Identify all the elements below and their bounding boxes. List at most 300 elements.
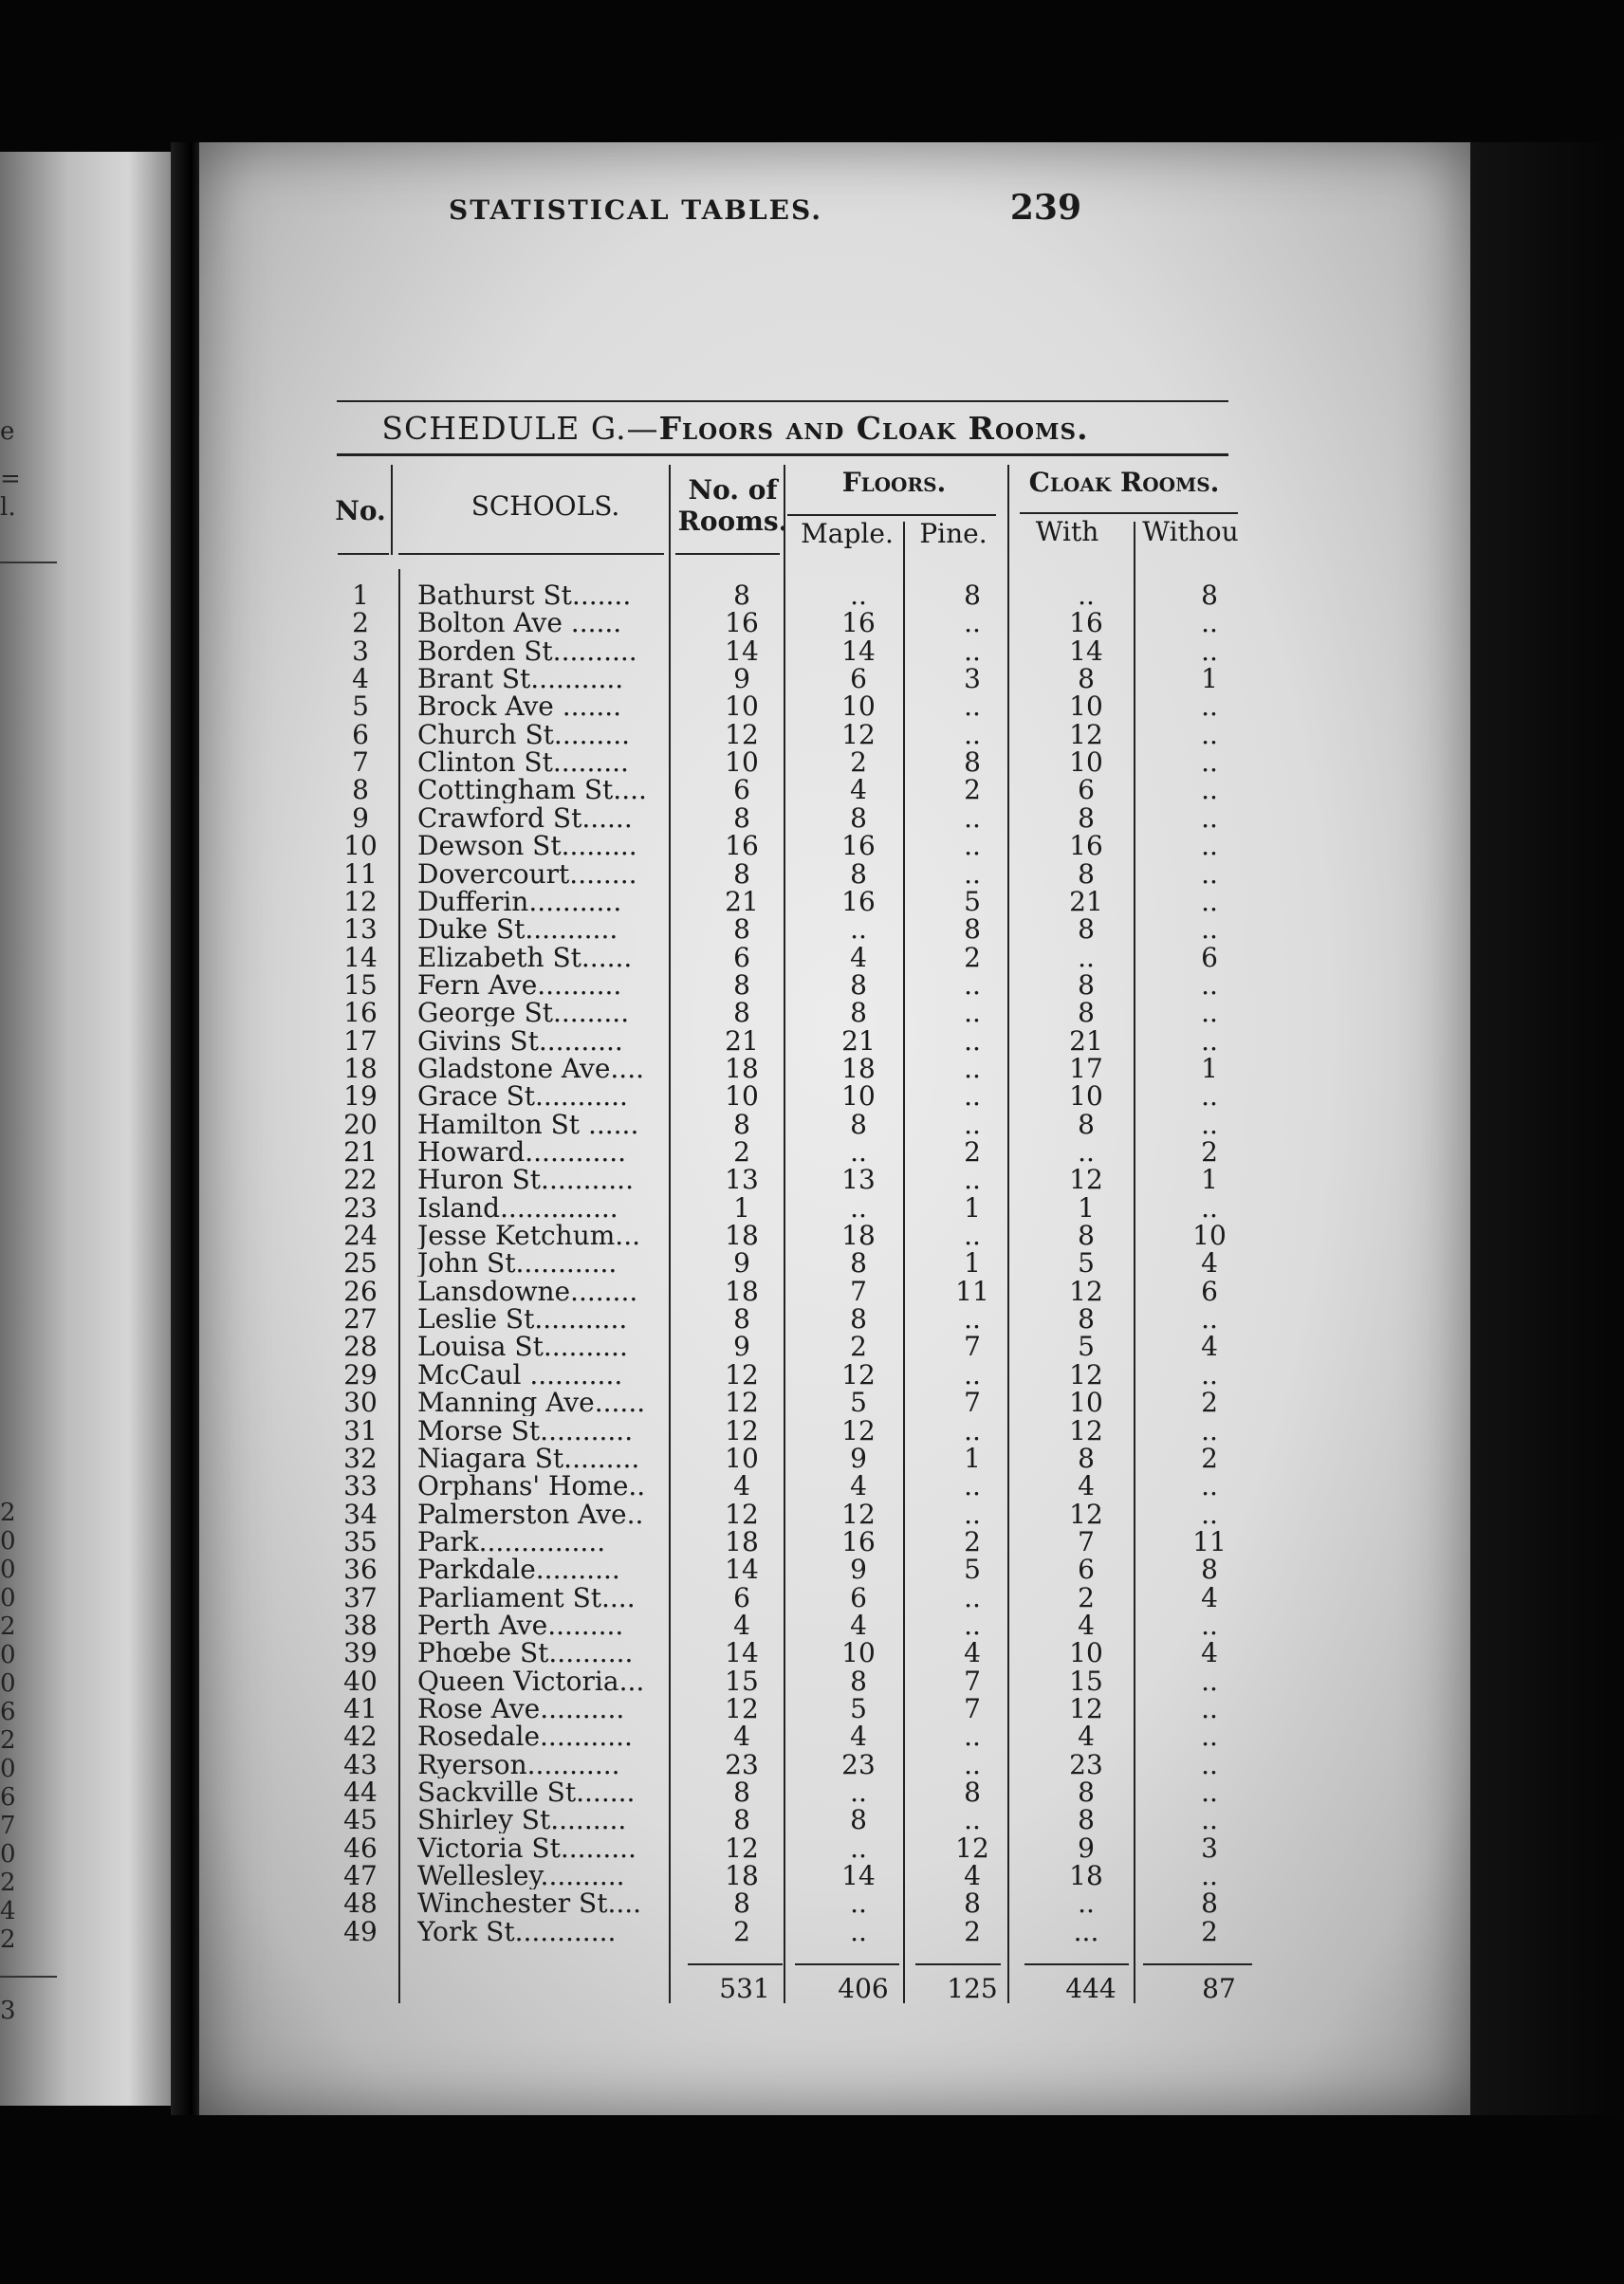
cell-pine: .. xyxy=(964,857,981,890)
cell-maple: 18 xyxy=(841,1220,876,1252)
cell-pine: 7 xyxy=(964,1693,981,1724)
cell-rooms: 10 xyxy=(725,1080,759,1113)
cell-school: Phœbe St.......... xyxy=(417,1639,634,1667)
table-row xyxy=(0,581,1624,609)
cell-with: 9 xyxy=(1078,1832,1095,1864)
cell-no: 26 xyxy=(343,1275,378,1307)
cell-maple: 10 xyxy=(841,1637,876,1669)
cell-pine: 8 xyxy=(964,1777,981,1809)
cell-maple: 16 xyxy=(841,1525,876,1557)
cell-rooms: 8 xyxy=(733,1108,750,1140)
cell-maple: 2 xyxy=(850,746,867,779)
cell-rooms: 18 xyxy=(725,1275,759,1307)
cell-rooms: 12 xyxy=(725,1832,759,1864)
cell-school: McCaul ........... xyxy=(417,1360,623,1389)
cell-school: Bolton Ave ...... xyxy=(417,609,622,637)
cell-maple: 8 xyxy=(850,857,867,890)
cell-with: 8 xyxy=(1078,801,1095,834)
cell-rooms: 8 xyxy=(733,1303,750,1335)
cell-without: .. xyxy=(1201,913,1218,946)
facing-page-fragment: 0 xyxy=(0,1669,16,1698)
cell-maple: 8 xyxy=(850,997,867,1029)
cell-maple: 14 xyxy=(841,635,876,667)
cell-with: .. xyxy=(1078,1136,1095,1168)
cell-without: .. xyxy=(1201,1358,1218,1391)
table-row xyxy=(0,1442,1624,1474)
cell-maple: 6 xyxy=(850,1581,867,1613)
cell-no: 30 xyxy=(343,1387,378,1419)
cell-with: 16 xyxy=(1069,607,1103,639)
cell-school: Wellesley.......... xyxy=(417,1862,625,1890)
cell-maple: .. xyxy=(850,1136,867,1168)
cell-school: Winchester St.... xyxy=(417,1889,642,1918)
cell-maple: 16 xyxy=(841,885,876,917)
facing-page-fragment: 3 xyxy=(0,1997,16,2025)
cell-rooms: 9 xyxy=(733,663,750,695)
header-cloak-rooms: Cloak Rooms. xyxy=(1028,467,1220,498)
cell-maple: 4 xyxy=(850,1609,867,1641)
cell-maple: 4 xyxy=(850,1470,867,1502)
cell-no: 9 xyxy=(352,801,369,834)
facing-page-fragment: 2 xyxy=(0,1499,16,1527)
table-row xyxy=(0,1305,1624,1333)
table-row xyxy=(0,1080,1624,1113)
cell-without: 8 xyxy=(1201,1554,1218,1586)
cell-without: .. xyxy=(1201,1721,1218,1753)
header-rooms-line1: No. of xyxy=(688,474,778,506)
cell-maple: 4 xyxy=(850,774,867,806)
cell-no: 31 xyxy=(343,1414,378,1446)
cell-rooms: 2 xyxy=(733,1136,750,1168)
table-row xyxy=(0,997,1624,1029)
cell-school: Elizabeth St...... xyxy=(417,943,633,971)
cell-without: .. xyxy=(1201,718,1218,750)
cell-rooms: 18 xyxy=(725,1220,759,1252)
cell-pine: 3 xyxy=(964,663,981,695)
cell-no: 7 xyxy=(352,746,369,779)
table-row xyxy=(0,1748,1624,1780)
cell-without: 1 xyxy=(1201,1052,1218,1084)
cell-with: 5 xyxy=(1078,1331,1095,1363)
cell-with: 8 xyxy=(1078,968,1095,1001)
cell-pine: 8 xyxy=(964,1888,981,1920)
facing-page-fragment: 2 xyxy=(0,1869,16,1897)
cell-rooms: 8 xyxy=(733,997,750,1029)
cell-school: Shirley St......... xyxy=(417,1806,627,1834)
cell-no: 48 xyxy=(343,1888,378,1920)
col-sep-no-head xyxy=(391,465,393,555)
cell-with: 8 xyxy=(1078,857,1095,890)
table-row xyxy=(0,1554,1624,1586)
cell-rooms: 12 xyxy=(725,1414,759,1446)
cell-no: 4 xyxy=(352,663,369,695)
cell-pine: 1 xyxy=(964,1247,981,1280)
cell-without: 1 xyxy=(1201,1164,1218,1196)
table-row xyxy=(0,663,1624,695)
cell-without: .. xyxy=(1201,1693,1218,1724)
cell-rooms: 18 xyxy=(725,1860,759,1892)
cell-with: 4 xyxy=(1078,1721,1095,1753)
cell-pine: 1 xyxy=(964,1191,981,1224)
cell-no: 20 xyxy=(343,1108,378,1140)
cell-maple: 10 xyxy=(841,691,876,723)
table-row xyxy=(0,1667,1624,1695)
cell-with: 8 xyxy=(1078,1777,1095,1809)
total-maple: 406 xyxy=(838,1973,889,2004)
cell-no: 1 xyxy=(352,580,369,611)
table-row xyxy=(0,830,1624,862)
facing-page-fragment: = xyxy=(0,465,21,493)
cell-pine: .. xyxy=(964,830,981,862)
cell-no: 40 xyxy=(343,1665,378,1697)
cell-without: .. xyxy=(1201,1498,1218,1530)
total-with: 444 xyxy=(1065,1973,1116,2004)
cell-maple: 5 xyxy=(850,1387,867,1419)
cell-rooms: 8 xyxy=(733,1777,750,1809)
cell-maple: 7 xyxy=(850,1275,867,1307)
cell-pine: 8 xyxy=(964,746,981,779)
cell-pine: 11 xyxy=(955,1275,989,1307)
table-row xyxy=(0,1358,1624,1391)
facing-page-fragment: l. xyxy=(0,493,16,522)
cell-maple: 8 xyxy=(850,968,867,1001)
cell-without: .. xyxy=(1201,830,1218,862)
cell-without: .. xyxy=(1201,1748,1218,1780)
cell-rooms: 12 xyxy=(725,1387,759,1419)
cell-with: 8 xyxy=(1078,663,1095,695)
title-rule-top xyxy=(337,400,1228,402)
cell-school: Island.............. xyxy=(417,1193,618,1222)
table-row xyxy=(0,1024,1624,1057)
cell-rooms: 4 xyxy=(733,1609,750,1641)
cell-rooms: 6 xyxy=(733,1581,750,1613)
cell-rooms: 13 xyxy=(725,1164,759,1196)
cell-rooms: 4 xyxy=(733,1470,750,1502)
cell-with: 10 xyxy=(1069,746,1103,779)
table-row xyxy=(0,1915,1624,1947)
cell-without: 4 xyxy=(1201,1247,1218,1280)
cell-no: 8 xyxy=(352,774,369,806)
cell-school: Victoria St......... xyxy=(417,1833,637,1862)
table-row xyxy=(0,941,1624,973)
table-row xyxy=(0,1220,1624,1252)
cell-no: 6 xyxy=(352,718,369,750)
table-row xyxy=(0,1695,1624,1722)
table-row xyxy=(0,1834,1624,1862)
facing-page-fragment: 2 xyxy=(0,1612,16,1641)
cell-rooms: 8 xyxy=(733,801,750,834)
cell-with: 21 xyxy=(1069,1024,1103,1057)
cell-school: Niagara St......... xyxy=(417,1444,640,1472)
cell-school: Howard............ xyxy=(417,1138,627,1166)
cell-school: Dovercourt........ xyxy=(417,859,637,888)
cell-pine: .. xyxy=(964,968,981,1001)
cell-rooms: 2 xyxy=(733,1915,750,1947)
cell-without: 6 xyxy=(1201,1275,1218,1307)
cell-without: .. xyxy=(1201,746,1218,779)
cell-without: .. xyxy=(1201,691,1218,723)
running-head: STATISTICAL TABLES. xyxy=(449,194,822,226)
cell-school: Parkdale.......... xyxy=(417,1556,620,1584)
cell-without: 4 xyxy=(1201,1331,1218,1363)
cell-pine: .. xyxy=(964,635,981,667)
cell-pine: 1 xyxy=(964,1442,981,1474)
cell-school: Ryerson........... xyxy=(417,1750,620,1778)
totals-rule-pine xyxy=(915,1963,1001,1965)
cell-pine: 2 xyxy=(964,1525,981,1557)
cell-with: 8 xyxy=(1078,1303,1095,1335)
cell-maple: .. xyxy=(850,1832,867,1864)
cell-with: 2 xyxy=(1078,1581,1095,1613)
cell-rooms: 16 xyxy=(725,607,759,639)
cell-with: 8 xyxy=(1078,997,1095,1029)
cell-maple: 8 xyxy=(850,1665,867,1697)
table-row xyxy=(0,1581,1624,1613)
cell-no: 36 xyxy=(343,1554,378,1586)
cell-without: .. xyxy=(1201,1777,1218,1809)
cell-maple: 13 xyxy=(841,1164,876,1196)
cell-with: 12 xyxy=(1069,1498,1103,1530)
cell-no: 46 xyxy=(343,1832,378,1864)
header-rule-schools xyxy=(398,553,664,555)
cell-no: 38 xyxy=(343,1609,378,1641)
header-with: With xyxy=(1035,516,1099,547)
cell-with: .. xyxy=(1078,1888,1095,1920)
cell-without: 4 xyxy=(1201,1581,1218,1613)
cell-without: .. xyxy=(1201,1665,1218,1697)
facing-page-fragment: 0 xyxy=(0,1527,16,1556)
cell-school: Crawford St...... xyxy=(417,803,633,832)
cell-rooms: 8 xyxy=(733,968,750,1001)
cell-no: 12 xyxy=(343,885,378,917)
cell-pine: .. xyxy=(964,1721,981,1753)
title-rule-bottom xyxy=(337,453,1228,456)
cell-school: York St............ xyxy=(417,1917,617,1945)
cell-pine: .. xyxy=(964,1498,981,1530)
cell-school: Parliament St.... xyxy=(417,1583,636,1612)
cell-rooms: 14 xyxy=(725,635,759,667)
cell-pine: 2 xyxy=(964,774,981,806)
cell-no: 28 xyxy=(343,1331,378,1363)
cell-maple: 12 xyxy=(841,1498,876,1530)
facing-page-fragment: 0 xyxy=(0,1840,16,1869)
totals-rule-with xyxy=(1024,1963,1129,1965)
cell-school: Lansdowne........ xyxy=(417,1277,638,1305)
cell-school: Duke St........... xyxy=(417,915,618,944)
cell-pine: 2 xyxy=(964,1136,981,1168)
cell-without: .. xyxy=(1201,1804,1218,1836)
cell-rooms: 12 xyxy=(725,718,759,750)
header-no: No. xyxy=(335,495,386,526)
cell-no: 39 xyxy=(343,1637,378,1669)
cell-no: 24 xyxy=(343,1220,378,1252)
facing-page-fragment: 0 xyxy=(0,1641,16,1669)
cell-school: Hamilton St ...... xyxy=(417,1110,639,1138)
table-row xyxy=(0,1387,1624,1419)
cell-pine: .. xyxy=(964,1414,981,1446)
table-row xyxy=(0,1860,1624,1892)
cell-school: Manning Ave...... xyxy=(417,1389,646,1417)
cell-no: 21 xyxy=(343,1136,378,1168)
cell-rooms: 9 xyxy=(733,1247,750,1280)
table-row xyxy=(0,1804,1624,1836)
cell-maple: .. xyxy=(850,1915,867,1947)
floors-rule xyxy=(787,514,996,516)
table-row xyxy=(0,1472,1624,1500)
cell-pine: .. xyxy=(964,1748,981,1780)
cell-with: 10 xyxy=(1069,1387,1103,1419)
schedule-title xyxy=(218,410,1252,447)
cell-no: 16 xyxy=(343,997,378,1029)
cell-with: .. xyxy=(1078,941,1095,973)
cell-pine: .. xyxy=(964,1220,981,1252)
cell-without: 3 xyxy=(1201,1832,1218,1864)
cell-no: 10 xyxy=(343,830,378,862)
table-row xyxy=(0,1275,1624,1307)
cell-pine: .. xyxy=(964,801,981,834)
cell-with: 8 xyxy=(1078,1442,1095,1474)
cell-rooms: 16 xyxy=(725,830,759,862)
cell-maple: 2 xyxy=(850,1331,867,1363)
cell-maple: .. xyxy=(850,1191,867,1224)
facing-page-fragment: 6 xyxy=(0,1783,16,1812)
cell-rooms: 8 xyxy=(733,1804,750,1836)
cell-pine: .. xyxy=(964,718,981,750)
facing-page-fragment: 6 xyxy=(0,1698,16,1726)
cell-with: 5 xyxy=(1078,1247,1095,1280)
cell-no: 5 xyxy=(352,691,369,723)
cell-no: 45 xyxy=(343,1804,378,1836)
table-row xyxy=(0,885,1624,917)
cell-no: 15 xyxy=(343,968,378,1001)
cell-with: 18 xyxy=(1069,1860,1103,1892)
cell-pine: .. xyxy=(964,1080,981,1113)
cell-maple: 8 xyxy=(850,1303,867,1335)
cell-school: Jesse Ketchum... xyxy=(417,1222,640,1250)
table-row xyxy=(0,857,1624,890)
cell-school: Huron St........... xyxy=(417,1166,634,1194)
table-row xyxy=(0,746,1624,779)
cell-with: 8 xyxy=(1078,1804,1095,1836)
facing-page-fragment: e xyxy=(0,417,15,446)
cell-pine: .. xyxy=(964,1303,981,1335)
cell-pine: .. xyxy=(964,691,981,723)
cell-rooms: 8 xyxy=(733,580,750,611)
cell-without: 8 xyxy=(1201,1888,1218,1920)
cell-school: Borden St.......... xyxy=(417,636,637,665)
cell-without: .. xyxy=(1201,1414,1218,1446)
cell-no: 32 xyxy=(343,1442,378,1474)
cell-with: 12 xyxy=(1069,1414,1103,1446)
table-row xyxy=(0,1888,1624,1920)
cell-rooms: 12 xyxy=(725,1358,759,1391)
facing-page-fragment: 0 xyxy=(0,1755,16,1783)
facing-page-fragment: 0 xyxy=(0,1556,16,1584)
cell-school: Brock Ave ....... xyxy=(417,692,622,721)
cell-with: 12 xyxy=(1069,718,1103,750)
cell-without: 8 xyxy=(1201,580,1218,611)
cell-pine: 8 xyxy=(964,580,981,611)
cell-maple: 6 xyxy=(850,663,867,695)
cell-without: .. xyxy=(1201,635,1218,667)
table-row xyxy=(0,801,1624,834)
cell-pine: 2 xyxy=(964,941,981,973)
cell-rooms: 12 xyxy=(725,1498,759,1530)
cell-without: 11 xyxy=(1192,1525,1227,1557)
cell-with: 1 xyxy=(1078,1191,1095,1224)
cell-no: 22 xyxy=(343,1164,378,1196)
cell-maple: 10 xyxy=(841,1080,876,1113)
totals-rule-maple xyxy=(795,1963,899,1965)
cell-rooms: 8 xyxy=(733,1888,750,1920)
table-row xyxy=(0,913,1624,946)
cell-no: 42 xyxy=(343,1721,378,1753)
cell-without: .. xyxy=(1201,997,1218,1029)
cell-no: 2 xyxy=(352,607,369,639)
cell-with: 4 xyxy=(1078,1609,1095,1641)
cell-school: George St......... xyxy=(417,999,630,1027)
cell-maple: 18 xyxy=(841,1052,876,1084)
cell-without: .. xyxy=(1201,1080,1218,1113)
cell-without: 2 xyxy=(1201,1136,1218,1168)
cell-school: Morse St........... xyxy=(417,1416,634,1445)
cell-without: .. xyxy=(1201,1470,1218,1502)
cell-pine: .. xyxy=(964,1470,981,1502)
cell-no: 25 xyxy=(343,1247,378,1280)
cell-without: 4 xyxy=(1201,1637,1218,1669)
cell-pine: .. xyxy=(964,1052,981,1084)
table-row xyxy=(0,1138,1624,1166)
cell-rooms: 10 xyxy=(725,1442,759,1474)
cell-no: 23 xyxy=(343,1191,378,1224)
cell-maple: 21 xyxy=(841,1024,876,1057)
cell-with: 6 xyxy=(1078,774,1095,806)
cell-with: 4 xyxy=(1078,1470,1095,1502)
header-without: Withou xyxy=(1142,516,1239,547)
table-row xyxy=(0,718,1624,750)
table-row xyxy=(0,774,1624,806)
cell-school: Brant St........... xyxy=(417,665,624,693)
cell-rooms: 14 xyxy=(725,1637,759,1669)
cell-pine: 7 xyxy=(964,1387,981,1419)
cell-rooms: 15 xyxy=(725,1665,759,1697)
header-schools: SCHOOLS. xyxy=(471,490,620,522)
cell-pine: 4 xyxy=(964,1860,981,1892)
cell-pine: .. xyxy=(964,997,981,1029)
cell-with: 12 xyxy=(1069,1164,1103,1196)
cell-without: 2 xyxy=(1201,1915,1218,1947)
header-rooms-line2: Rooms. xyxy=(677,506,788,537)
cell-pine: 7 xyxy=(964,1665,981,1697)
cell-rooms: 9 xyxy=(733,1331,750,1363)
cell-no: 11 xyxy=(343,857,378,890)
table-row xyxy=(0,1777,1624,1809)
facing-page-fragment: 2 xyxy=(0,1726,16,1755)
cell-with: 12 xyxy=(1069,1693,1103,1724)
schedule-title-rest: Floors and Cloak Rooms. xyxy=(658,410,1089,447)
cell-school: Rosedale........... xyxy=(417,1722,633,1751)
cell-maple: 9 xyxy=(850,1554,867,1586)
cell-with: 7 xyxy=(1078,1525,1095,1557)
cell-with: 8 xyxy=(1078,913,1095,946)
cell-with: 8 xyxy=(1078,1108,1095,1140)
table-row xyxy=(0,691,1624,723)
cell-school: Cottingham St.... xyxy=(417,776,647,804)
cloak-rule xyxy=(1020,512,1238,514)
cell-school: Givins St.......... xyxy=(417,1026,623,1055)
cell-school: Dufferin........... xyxy=(417,887,622,915)
cell-no: 18 xyxy=(343,1052,378,1084)
